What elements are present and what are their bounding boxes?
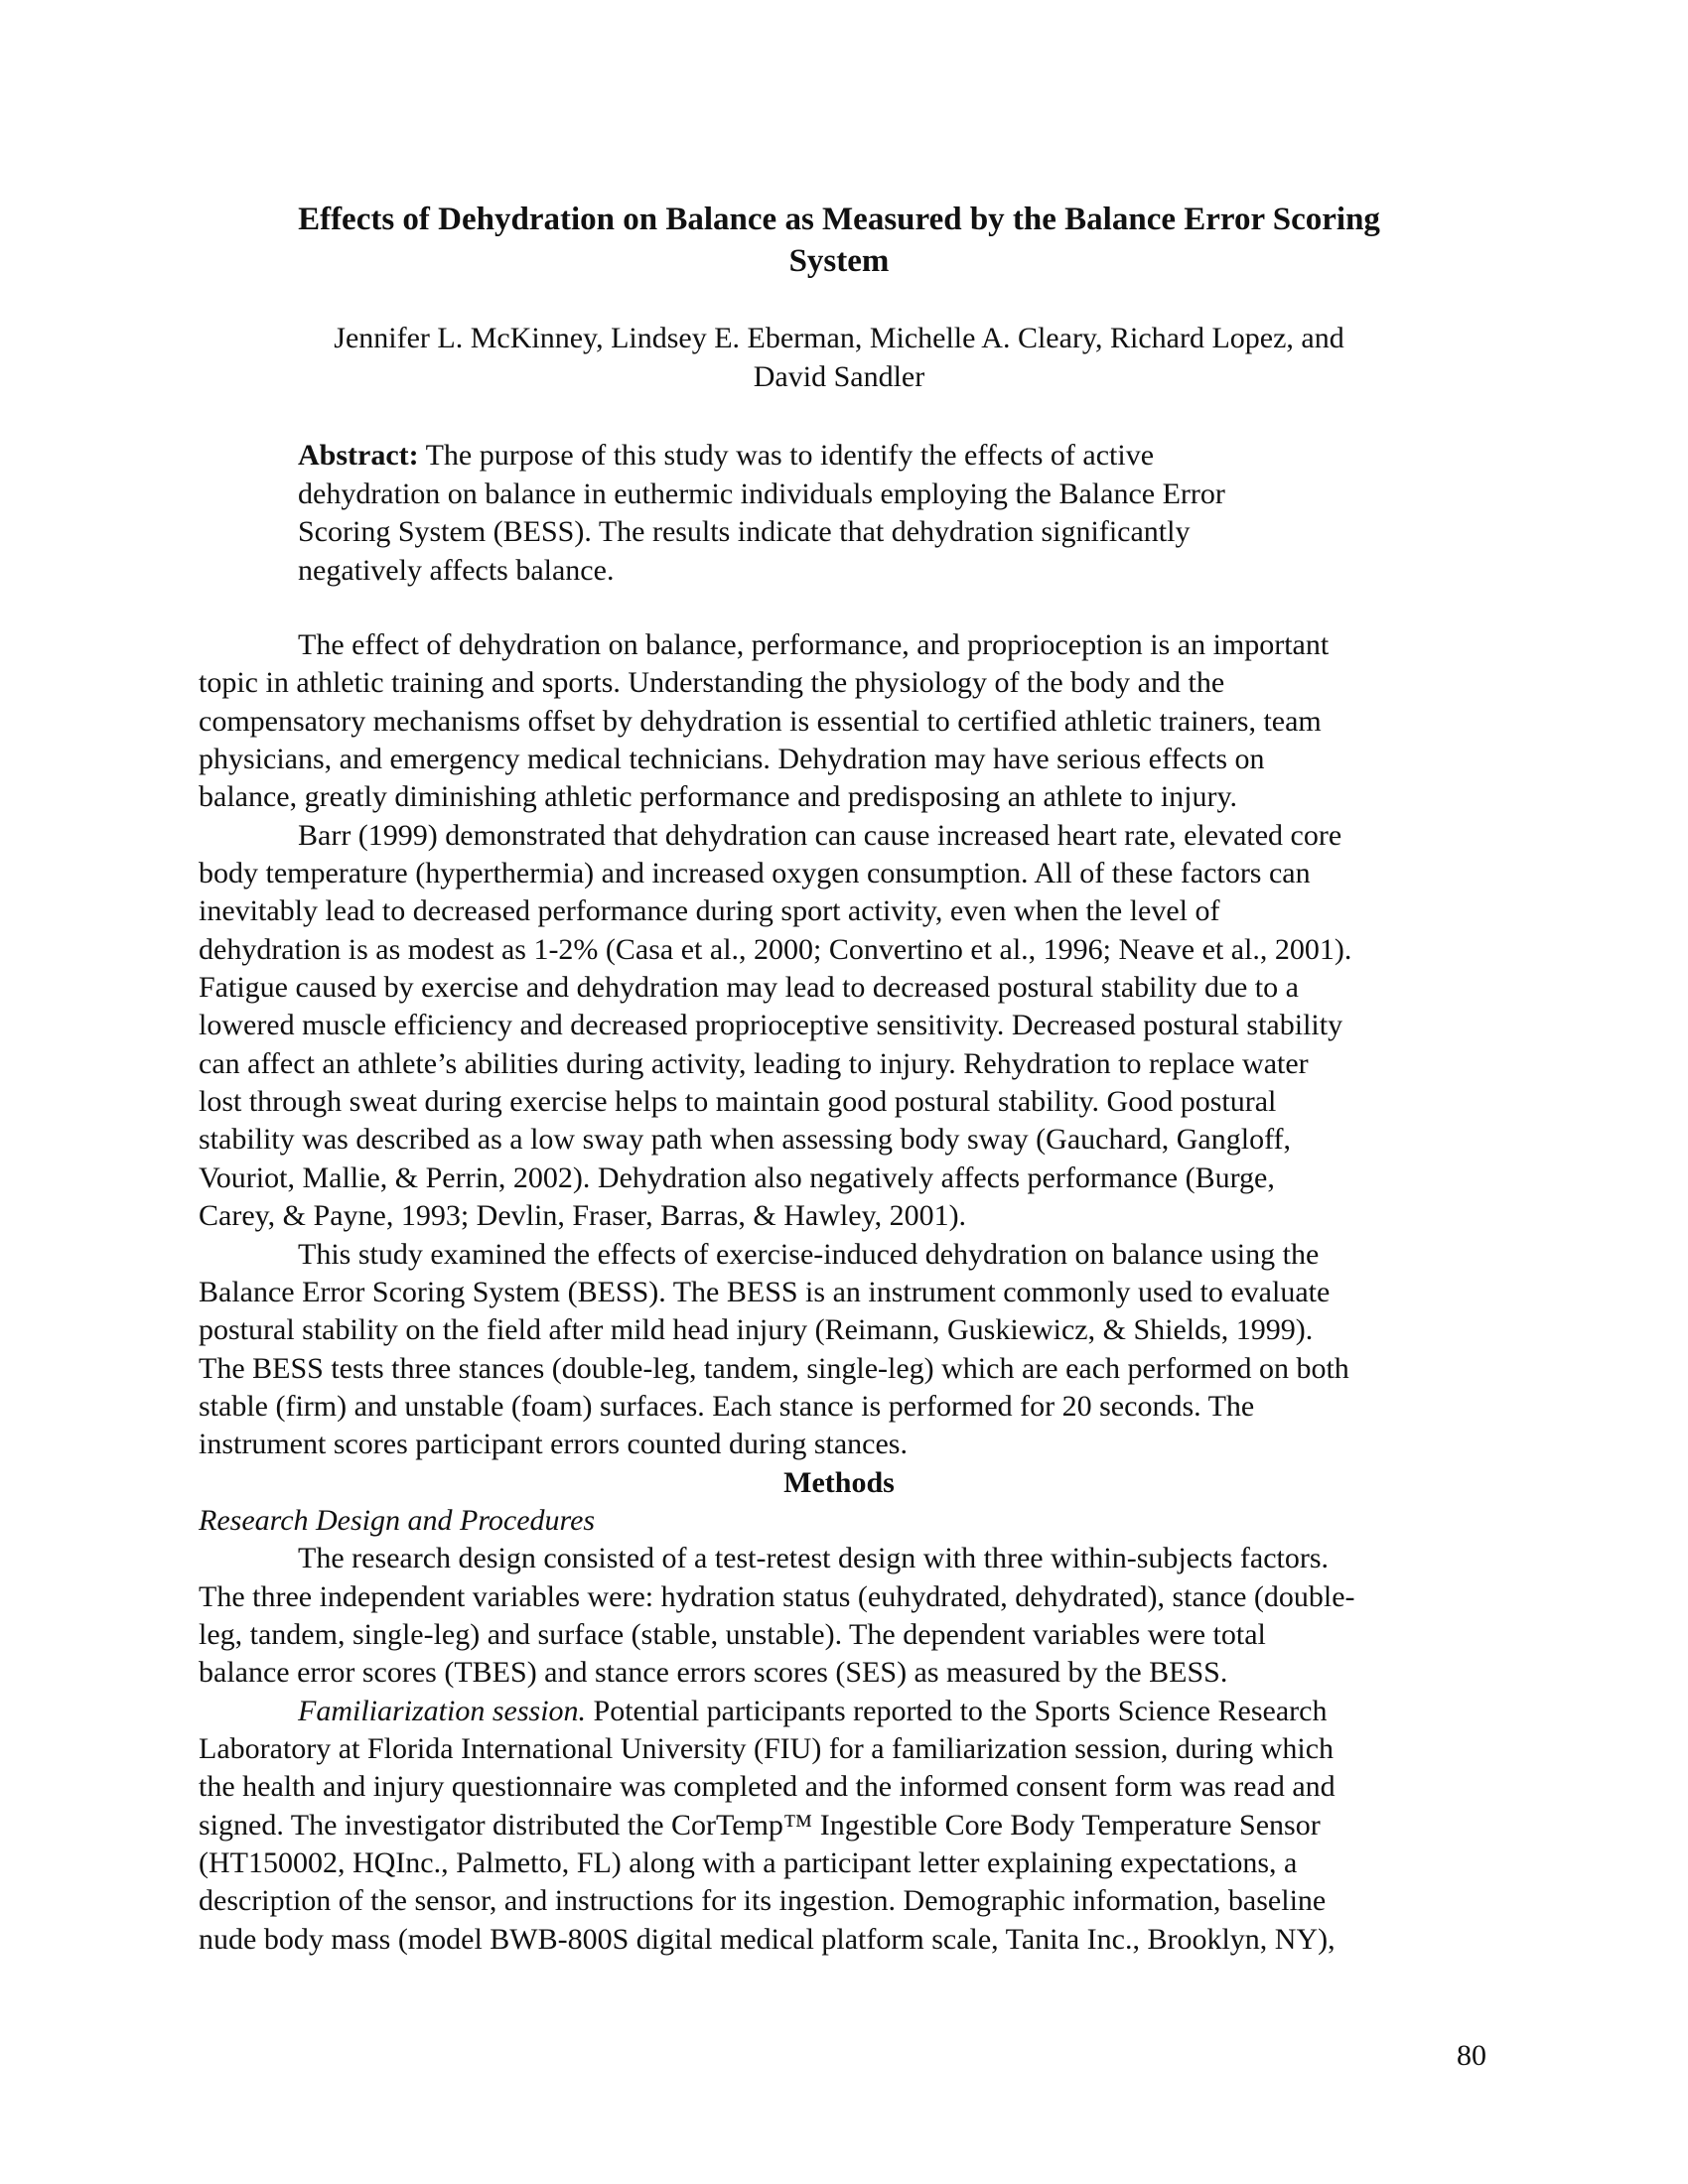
- text-line: (HT150002, HQInc., Palmetto, FL) along with a participant letter explaining expectations, a: [199, 1846, 1298, 1879]
- text-line: The three independent variables were: hydration status (euhydrated, dehydrated), stance (double-: [199, 1579, 1355, 1613]
- text-line: compensatory mechanisms offset by dehydration is essential to certified athletic trainers, team: [199, 704, 1322, 738]
- text-line: inevitably lead to decreased performance during sport activity, even when the level of: [199, 894, 1220, 928]
- text-line: the health and injury questionnaire was completed and the informed consent form was read and: [199, 1770, 1336, 1804]
- text-line: body temperature (hyperthermia) and increased oxygen consumption. All of these factors can: [199, 857, 1311, 890]
- text-line: [199, 1693, 1479, 1730]
- text-line: description of the sensor, and instructions for its ingestion. Demographic information, baseline: [199, 1884, 1327, 1918]
- text-line: Barr (1999) demonstrated that dehydration can cause increased heart rate, elevated core: [298, 818, 1342, 852]
- text-line: physicians, and emergency medical technicians. Dehydration may have serious effects on: [199, 743, 1265, 776]
- title-line-1: Effects of Dehydration on Balance as Measured by the Balance Error Scoring: [298, 202, 1380, 237]
- text-line: nude body mass (model BWB-800S digital medical platform scale, Tanita Inc., Brooklyn, NY),: [199, 1922, 1336, 1956]
- abstract-label: Abstract:: [298, 439, 419, 472]
- paper-title: [199, 199, 1479, 282]
- text-line: Balance Error Scoring System (BESS). The BESS is an instrument commonly used to evaluate: [199, 1275, 1331, 1308]
- text-line: stable (firm) and unstable (foam) surfaces. Each stance is performed for 20 seconds. The: [199, 1389, 1255, 1423]
- author-list: [199, 320, 1479, 396]
- text-line: Vouriot, Mallie, & Perrin, 2002). Dehydration also negatively affects performance (Burge,: [199, 1160, 1275, 1194]
- body-text: [199, 626, 1479, 1959]
- text-line: Carey, & Payne, 1993; Devlin, Fraser, Barras, & Hawley, 2001).: [199, 1199, 967, 1233]
- text-line: Fatigue caused by exercise and dehydration may lead to decreased postural stability due to a: [199, 971, 1299, 1005]
- section-heading-methods: Methods: [783, 1465, 895, 1499]
- text-line: balance error scores (TBES) and stance errors scores (SES) as measured by the BESS.: [199, 1656, 1228, 1690]
- text-line: The BESS tests three stances (double-leg, tandem, single-leg) which are each performed on both: [199, 1351, 1349, 1385]
- text-line: signed. The investigator distributed the CorTemp™ Ingestible Core Body Temperature Sensor: [199, 1808, 1321, 1842]
- text-line: can affect an athlete’s abilities during activity, leading to injury. Rehydration to replace water: [199, 1046, 1309, 1080]
- text-line: topic in athletic training and sports. Understanding the physiology of the body and the: [199, 666, 1225, 700]
- intro-paragraph-1: [199, 626, 1479, 817]
- text-line: postural stability on the field after mild head injury (Reimann, Guskiewicz, & Shields, 1999).: [199, 1313, 1314, 1347]
- text-line: The research design consisted of a test-retest design with three within-subjects factors.: [298, 1542, 1330, 1575]
- text-line: instrument scores participant errors counted during stances.: [199, 1428, 908, 1461]
- text-line: Laboratory at Florida International University (FIU) for a familiarization session, during which: [199, 1731, 1335, 1765]
- text-line: lowered muscle efficiency and decreased proprioceptive sensitivity. Decreased postural stability: [199, 1009, 1343, 1042]
- text-line: stability was described as a low sway path when assessing body sway (Gauchard, Gangloff,: [199, 1123, 1292, 1157]
- text-line: This study examined the effects of exercise-induced dehydration on balance using the: [298, 1237, 1320, 1271]
- abstract-line-3: Scoring System (BESS). The results indicate that dehydration significantly: [298, 515, 1191, 548]
- abstract-line-4: negatively affects balance.: [298, 553, 615, 587]
- abstract-line-2: dehydration on balance in euthermic individuals employing the Balance Error: [298, 477, 1225, 510]
- abstract: [298, 437, 1291, 590]
- authors-line-2: David Sandler: [753, 359, 925, 393]
- text-fragment: Potential participants reported to the Sports Science Research: [586, 1694, 1328, 1727]
- text-line: leg, tandem, single-leg) and surface (stable, unstable). The dependent variables were total: [199, 1617, 1266, 1651]
- authors-line-1: Jennifer L. McKinney, Lindsey E. Eberman, Michelle A. Cleary, Richard Lopez, and: [334, 322, 1344, 354]
- text-line: lost through sweat during exercise helps to maintain good postural stability. Good postural: [199, 1085, 1277, 1119]
- page-number: 80: [1457, 2039, 1486, 2072]
- title-line-2: System: [788, 243, 890, 279]
- abstract-text: The purpose of this study was to identify the effects of active: [418, 439, 1155, 472]
- text-line: balance, greatly diminishing athletic performance and predisposing an athlete to injury.: [199, 780, 1238, 814]
- abstract-line-1: [298, 437, 1291, 476]
- subsection-heading-research-design: Research Design and Procedures: [199, 1503, 596, 1537]
- intro-paragraph-3: [199, 1236, 1479, 1464]
- intro-paragraph-2: [199, 817, 1479, 1236]
- run-in-heading-familiarization: Familiarization session.: [298, 1694, 587, 1727]
- text-line: dehydration is as modest as 1-2% (Casa et al., 2000; Convertino et al., 1996; Neave et al., 2001).: [199, 932, 1352, 966]
- text-line: The effect of dehydration on balance, performance, and proprioception is an important: [298, 628, 1330, 661]
- methods-paragraph-1: [199, 1540, 1479, 1692]
- methods-paragraph-2: [199, 1693, 1479, 1959]
